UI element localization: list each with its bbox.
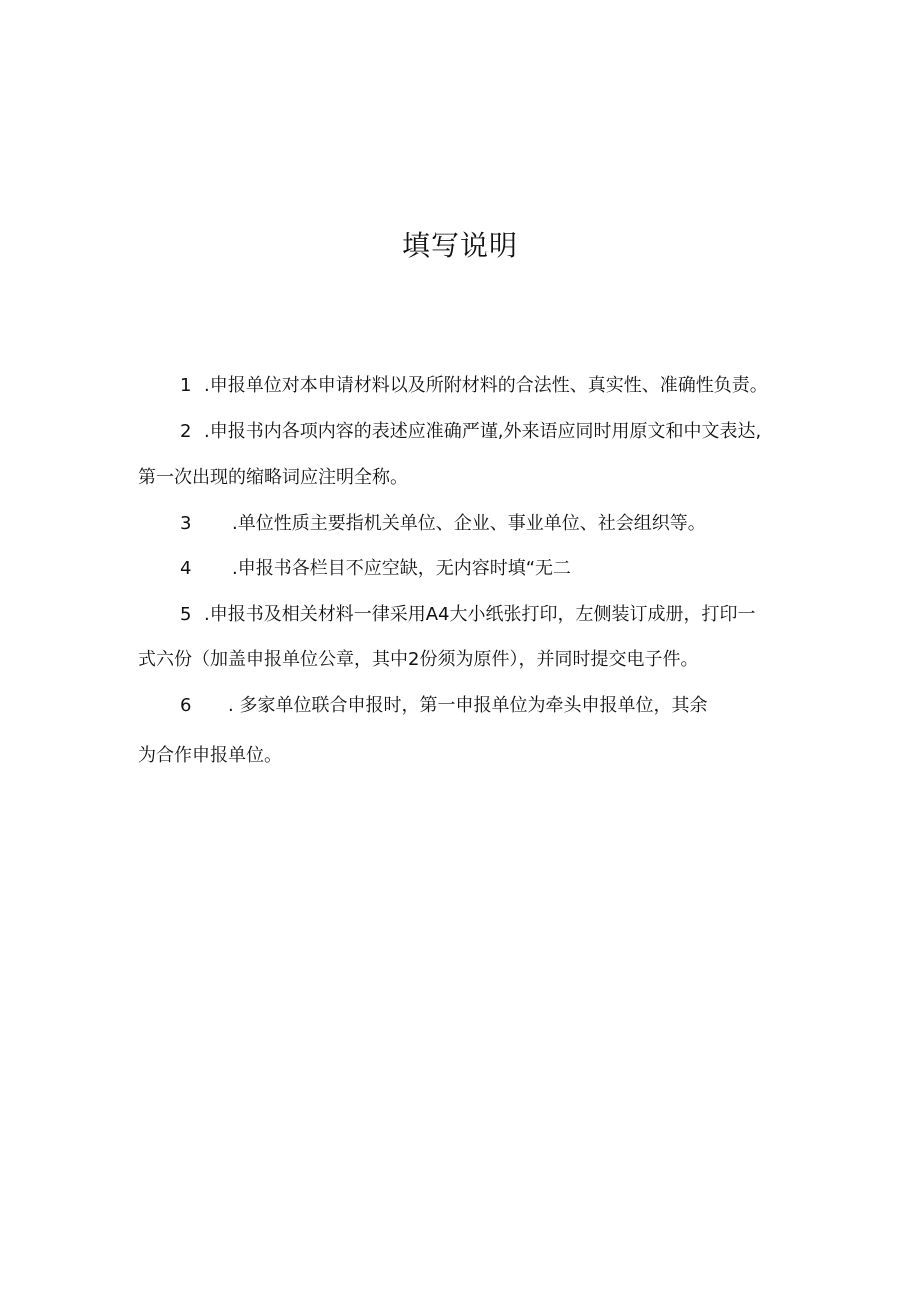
item-number: 6 [180, 695, 192, 716]
item-text: . 多家单位联合申报时，第一申报单位为牵头申报单位，其余 [228, 695, 708, 716]
page-title: 填写说明 [401, 229, 518, 262]
item-number: 1 [180, 375, 192, 396]
instruction-item-6-continuation: 为合作申报单位。 [138, 745, 282, 766]
item-number: 3 [180, 513, 192, 534]
item-number: 2 [180, 421, 192, 442]
instruction-item-2 [180, 420, 761, 444]
item-text: .申报书各栏目不应空缺，无内容时填“无二 [232, 558, 572, 579]
item-number: 4 [180, 558, 192, 579]
instruction-item-4 [180, 557, 571, 581]
item-number: 5 [180, 604, 192, 625]
instruction-item-3 [180, 512, 706, 536]
item-text: .单位性质主要指机关单位、企业、事业单位、社会组织等。 [232, 513, 706, 534]
instruction-item-5-continuation: 式六份（加盖申报单位公章，其中2份须为原件），并同时提交电子件。 [138, 649, 699, 670]
item-text: .申报单位对本申请材料以及所附材料的合法性、真实性、准确性负责。 [204, 375, 768, 396]
instruction-item-2-continuation: 第一次出现的缩略词应注明全称。 [138, 467, 408, 488]
instruction-item-5 [180, 603, 755, 627]
item-text: .申报书及相关材料一律采用A4大小纸张打印，左侧装订成册，打印一 [204, 604, 756, 625]
item-text: .申报书内各项内容的表述应准确严谨,外来语应同时用原文和中文表达, [204, 421, 762, 442]
instruction-item-1 [180, 374, 768, 398]
instruction-item-6 [180, 694, 707, 718]
